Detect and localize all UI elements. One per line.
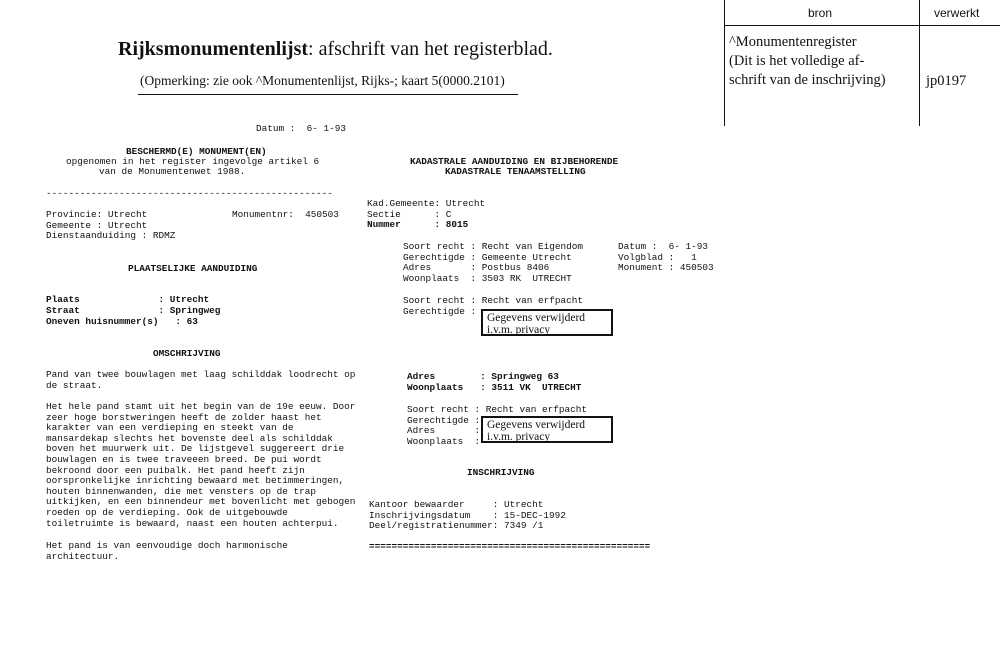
recht-line: Gerechtigde : [403, 305, 477, 317]
protected-line: van de Monumentenwet 1988. [99, 166, 246, 177]
source-bron-line: schrift van de inschrijving) [729, 72, 886, 88]
source-bron-line: ^Monumentenregister [729, 34, 857, 50]
kad-gemeente: Kad.Gemeente: Utrecht [367, 198, 486, 209]
source-table-border-left [724, 0, 725, 126]
inschrijving-line: Inschrijvingsdatum : 15-DEC-1992 [369, 509, 566, 521]
kadastrale-title: KADASTRALE TENAAMSTELLING [445, 166, 586, 177]
recht-line: Soort recht : Recht van Eigendom [403, 241, 584, 252]
description-line: oorspronkelijke inrichting bewaard met betimmeringen, [46, 475, 345, 487]
omschrijving-heading: OMSCHRIJVING [153, 348, 221, 359]
remark-line: (Opmerking: zie ook ^Monumentenlijst, Rijks-; kaart 5(0000.2101) [140, 73, 505, 88]
description-line: roeden op de verdieping. Ook de uitgebouwde [46, 506, 288, 518]
kadastrale-title: KADASTRALE AANDUIDING EN BIJBEHORENDE [410, 156, 619, 167]
recht-line: Soort recht : Recht van erfpacht [403, 295, 584, 306]
plaats-heading: PLAATSELIJKE AANDUIDING [128, 263, 258, 274]
recht-line: Gerechtigde : Gemeente Utrecht [403, 251, 572, 263]
meta-line: Monument : 450503 [618, 262, 714, 274]
recht-line: Adres : Postbus 8406 [403, 262, 550, 274]
source-table-header-bron: bron [808, 6, 833, 20]
privacy-redaction-box: Gegevens verwijderd i.v.m. privacy [481, 309, 613, 336]
inschrijving-line: Kantoor bewaarder : Utrecht [369, 499, 544, 510]
description-line: houten binnenwanden, die met vensters op de trap [46, 485, 317, 497]
recht-line: Soort recht : Recht van erfpacht [407, 404, 588, 415]
oneven-huisnummer: Oneven huisnummer(s) : 63 [46, 316, 198, 327]
description-line: Het hele pand stamt uit het begin van de 19e eeuw. Door [46, 401, 356, 412]
meta-line: Datum : 6- 1-93 [618, 241, 709, 252]
plaats: Plaats : Utrecht [46, 294, 210, 305]
description-line: bouwlagen en is twee traveeen breed. De pui wordt [46, 453, 322, 465]
description-paragraph [46, 541, 288, 562]
adres-line: Adres : Springweg 63 [407, 371, 559, 382]
provincie: Provincie: Utrecht [46, 209, 148, 220]
gemeente: Gemeente : Utrecht [46, 220, 148, 231]
protected-line: opgenomen in het register ingevolge artikel 6 [66, 156, 320, 167]
source-bron-cell [729, 33, 886, 90]
inschrijving-heading: INSCHRIJVING [467, 467, 535, 478]
adres-line: Woonplaats : 3511 VK UTRECHT [407, 381, 582, 393]
recht-block-eigendom [403, 242, 583, 284]
privacy-redaction-box: Gegevens verwijderd i.v.m. privacy [481, 416, 613, 443]
recht-line: Woonplaats : [407, 435, 481, 447]
source-verwerkt-cell: jp0197 [926, 73, 967, 89]
remark-underline [138, 94, 518, 95]
sectie: Sectie : C [367, 209, 452, 220]
document-title [118, 38, 553, 61]
adres-block [407, 372, 581, 393]
nummer: Nummer : 8015 [367, 219, 469, 230]
protected-title: BESCHERMD(E) MONUMENT(EN) [126, 146, 267, 157]
monumentnr: Monumentnr: 450503 [232, 209, 339, 220]
inschrijving-block [369, 500, 566, 532]
source-bron-line: (Dit is het volledige af- [729, 53, 865, 69]
description-paragraph [46, 402, 355, 529]
description-line: de straat. [46, 379, 103, 391]
description-line: toiletruimte is bewaard, naast een houten achterpui. [46, 517, 339, 529]
source-table-header-verwerkt: verwerkt [934, 6, 980, 20]
straat: Straat : Springweg [46, 305, 221, 316]
description-line: boven het muurwerk uit. De lijstgevel suggereert drie [46, 443, 345, 455]
inschrijving-line: Deel/registratienummer: 7349 /1 [369, 520, 544, 532]
separator: ================================================== [369, 541, 651, 552]
description-line: Het pand is van eenvoudige doch harmonische [46, 540, 288, 551]
recht-line: Gerechtigde : [407, 414, 481, 426]
description-line: karakter van een verdieping en steekt van de [46, 422, 294, 434]
recht-line: Adres : [407, 425, 481, 437]
source-table-header-rule [724, 25, 1000, 26]
separator: --------------------------------------------------- [46, 188, 333, 199]
dienstaanduiding: Dienstaanduiding : RDMZ [46, 230, 176, 241]
recht-line: Woonplaats : 3503 RK UTRECHT [403, 272, 572, 284]
source-table-border-mid [919, 0, 920, 126]
description-line: architectuur. [46, 550, 120, 562]
meta-block [618, 242, 714, 274]
description-paragraph [46, 370, 355, 391]
description-line: zeer hoge borstweringen heeft de zolder haast het [46, 411, 322, 423]
document-title-rest: : afschrift van het registerblad. [308, 38, 553, 60]
datum: Datum : 6- 1-93 [256, 123, 347, 134]
description-line: bekroond door een puibalk. Het pand heeft zijn [46, 464, 305, 476]
meta-line: Volgblad : 1 [618, 251, 697, 263]
document-title-bold: Rijksmonumentenlijst [118, 38, 309, 60]
description-line: uitkijken, en een binnendeur met bovenlicht met gebogen [46, 496, 356, 508]
description-line: Pand van twee bouwlagen met laag schilddak loodrecht op [46, 369, 356, 380]
description-line: mansardekap slechts het bovenste deel als schilddak [46, 432, 333, 444]
